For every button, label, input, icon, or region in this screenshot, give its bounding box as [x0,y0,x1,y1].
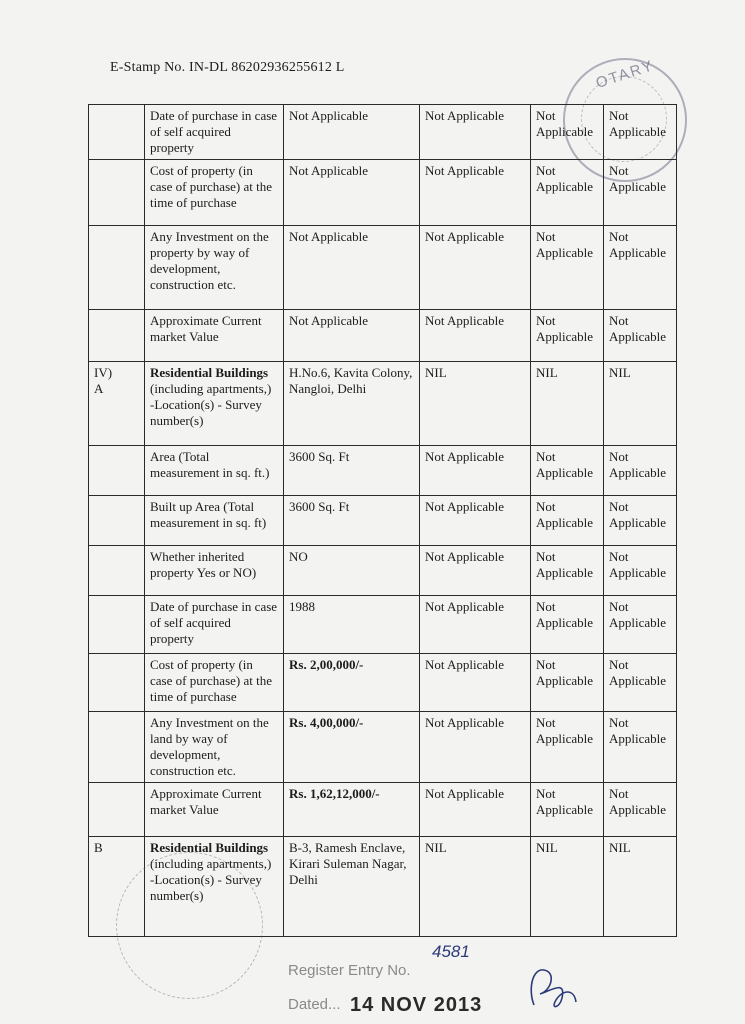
cell-value: Not Applicable [425,108,505,123]
value-cell-c3 [420,446,531,496]
self-value-cell [284,837,420,937]
serial-cell [89,160,145,226]
cell-value: Not Applicable [536,499,594,530]
value-cell-c3 [420,160,531,226]
cell-value: NIL [536,840,558,855]
serial-cell [89,546,145,596]
particular-cell [145,160,284,226]
value-cell-c3 [420,654,531,712]
particular-cell [145,654,284,712]
value-cell-c5 [604,362,677,446]
value-cell-c4 [531,837,604,937]
serial-text: A [94,381,104,396]
value-cell-c4 [531,226,604,310]
value-cell-c4 [531,496,604,546]
table-row [89,446,677,496]
value-cell-c5 [604,446,677,496]
value-cell-c5 [604,160,677,226]
table-row [89,105,677,160]
cell-value: Not Applicable [609,657,667,688]
serial-cell [89,226,145,310]
cell-value: Not Applicable [609,786,667,817]
self-value-cell [284,783,420,837]
self-value: Rs. 4,00,000/- [289,715,364,730]
value-cell-c4 [531,160,604,226]
serial-cell [89,446,145,496]
table-row [89,160,677,226]
value-cell-c3 [420,712,531,783]
value-cell-c5 [604,712,677,783]
cell-value: Not Applicable [609,229,667,260]
value-cell-c4 [531,654,604,712]
cell-value: NIL [609,365,631,380]
particular-cell [145,310,284,362]
serial-cell [89,783,145,837]
self-value: Rs. 1,62,12,000/- [289,786,380,801]
self-value: Not Applicable [289,163,369,178]
particular-cell [145,596,284,654]
cell-value: Not Applicable [536,313,594,344]
serial-cell [89,310,145,362]
self-value-cell [284,160,420,226]
table-row [89,654,677,712]
cell-value: Not Applicable [425,313,505,328]
value-cell-c5 [604,783,677,837]
table-row [89,546,677,596]
register-entry-number: 4581 [432,942,470,961]
self-value-cell [284,226,420,310]
self-value-cell [284,496,420,546]
cell-value: Not Applicable [609,449,667,480]
dated-value: 14 NOV 2013 [350,994,483,1016]
value-cell-c3 [420,226,531,310]
value-cell-c3 [420,783,531,837]
table-row [89,226,677,310]
self-value-cell [284,546,420,596]
particular-cell [145,226,284,310]
value-cell-c4 [531,596,604,654]
value-cell-c4 [531,310,604,362]
register-entry-label: Register Entry No. [288,962,411,979]
particular-cell [145,546,284,596]
cell-value: Not Applicable [609,715,667,746]
cell-value: NIL [609,840,631,855]
cell-value: Not Applicable [425,786,505,801]
table-row [89,496,677,546]
cell-value: Not Applicable [425,715,505,730]
particular-text: Any Investment on the land by way of development, construction etc. [150,715,269,778]
cell-value: Not Applicable [609,599,667,630]
cell-value: Not Applicable [425,499,505,514]
self-value: Not Applicable [289,108,369,123]
value-cell-c4 [531,362,604,446]
cell-value: Not Applicable [609,313,667,344]
self-value: 3600 Sq. Ft [289,449,350,464]
table-row [89,783,677,837]
serial-cell [89,712,145,783]
cell-value: Not Applicable [536,549,594,580]
particular-text: Area (Total measurement in sq. ft.) [150,449,270,480]
serial-cell [89,837,145,937]
cell-value: NIL [425,365,447,380]
value-cell-c3 [420,362,531,446]
value-cell-c5 [604,596,677,654]
particular-heading: Residential Buildings [150,365,269,380]
particular-cell [145,105,284,160]
self-value-cell [284,362,420,446]
value-cell-c3 [420,496,531,546]
self-value-cell [284,596,420,654]
self-value-cell [284,654,420,712]
value-cell-c5 [604,837,677,937]
particular-text: Any Investment on the property by way of development, construction etc. [150,229,269,292]
cell-value: Not Applicable [609,163,667,194]
value-cell-c3 [420,105,531,160]
value-cell-c5 [604,496,677,546]
self-value-cell [284,310,420,362]
value-cell-c5 [604,654,677,712]
particular-text: (including apartments,) -Location(s) - Survey number(s) [150,856,272,903]
cell-value: Not Applicable [425,163,505,178]
table-row [89,310,677,362]
cell-value: Not Applicable [425,599,505,614]
particular-text: Approximate Current market Value [150,786,262,817]
value-cell-c4 [531,446,604,496]
self-value-cell [284,446,420,496]
value-cell-c3 [420,310,531,362]
self-value: H.No.6, Kavita Colony, Nangloi, Delhi [289,365,413,396]
particular-cell [145,783,284,837]
table-row [89,596,677,654]
value-cell-c3 [420,837,531,937]
value-cell-c3 [420,596,531,654]
particular-text: Whether inherited property Yes or NO) [150,549,257,580]
table-row [89,362,677,446]
cell-value: Not Applicable [425,229,505,244]
particular-cell [145,362,284,446]
cell-value: Not Applicable [425,657,505,672]
serial-text: IV) [94,365,113,380]
self-value: Rs. 2,00,000/- [289,657,364,672]
cell-value: Not Applicable [536,599,594,630]
self-value: 3600 Sq. Ft [289,499,350,514]
cell-value: Not Applicable [536,163,594,194]
signature-mark [522,960,582,1015]
particular-cell [145,712,284,783]
particular-text: Approximate Current market Value [150,313,262,344]
particular-text: Built up Area (Total measurement in sq. ft) [150,499,267,530]
particular-text: Date of purchase in case of self acquired property [150,599,278,646]
value-cell-c5 [604,226,677,310]
serial-cell [89,654,145,712]
cell-value: Not Applicable [536,657,594,688]
cell-value: NIL [425,840,447,855]
value-cell-c4 [531,105,604,160]
self-value: 1988 [289,599,315,614]
serial-cell [89,362,145,446]
value-cell-c5 [604,310,677,362]
particular-cell [145,446,284,496]
cell-value: NIL [536,365,558,380]
self-value: Not Applicable [289,229,369,244]
self-value-cell [284,712,420,783]
self-value-cell [284,105,420,160]
assets-table [88,104,677,937]
assets-table-body [89,105,677,937]
cell-value: Not Applicable [536,715,594,746]
cell-value: Not Applicable [536,786,594,817]
cell-value: Not Applicable [536,229,594,260]
particular-text: Cost of property (in case of purchase) at the time of purchase [150,657,272,704]
cell-value: Not Applicable [425,449,505,464]
cell-value: Not Applicable [536,108,594,139]
cell-value: Not Applicable [425,549,505,564]
particular-heading: Residential Buildings [150,840,269,855]
dated-label: Dated... [288,996,341,1013]
self-value: B-3, Ramesh Enclave, Kirari Suleman Nagar, Delhi [289,840,407,887]
serial-cell [89,496,145,546]
estamp-number: E-Stamp No. IN-DL 86202936255612 L [110,60,345,75]
particular-cell [145,837,284,937]
notary-stamp-text: OTARY [593,57,657,92]
particular-text: Date of purchase in case of self acquired property [150,108,278,155]
particular-text: Cost of property (in case of purchase) at the time of purchase [150,163,272,210]
value-cell-c3 [420,546,531,596]
value-cell-c4 [531,546,604,596]
particular-text: (including apartments,) -Location(s) - Survey number(s) [150,381,272,428]
serial-cell [89,105,145,160]
self-value: NO [289,549,308,564]
cell-value: Not Applicable [536,449,594,480]
cell-value: Not Applicable [609,549,667,580]
value-cell-c4 [531,783,604,837]
self-value: Not Applicable [289,313,369,328]
table-row [89,837,677,937]
value-cell-c5 [604,105,677,160]
particular-cell [145,496,284,546]
cell-value: Not Applicable [609,499,667,530]
value-cell-c4 [531,712,604,783]
serial-cell [89,596,145,654]
table-row [89,712,677,783]
serial-text: B [94,840,103,855]
cell-value: Not Applicable [609,108,667,139]
value-cell-c5 [604,546,677,596]
